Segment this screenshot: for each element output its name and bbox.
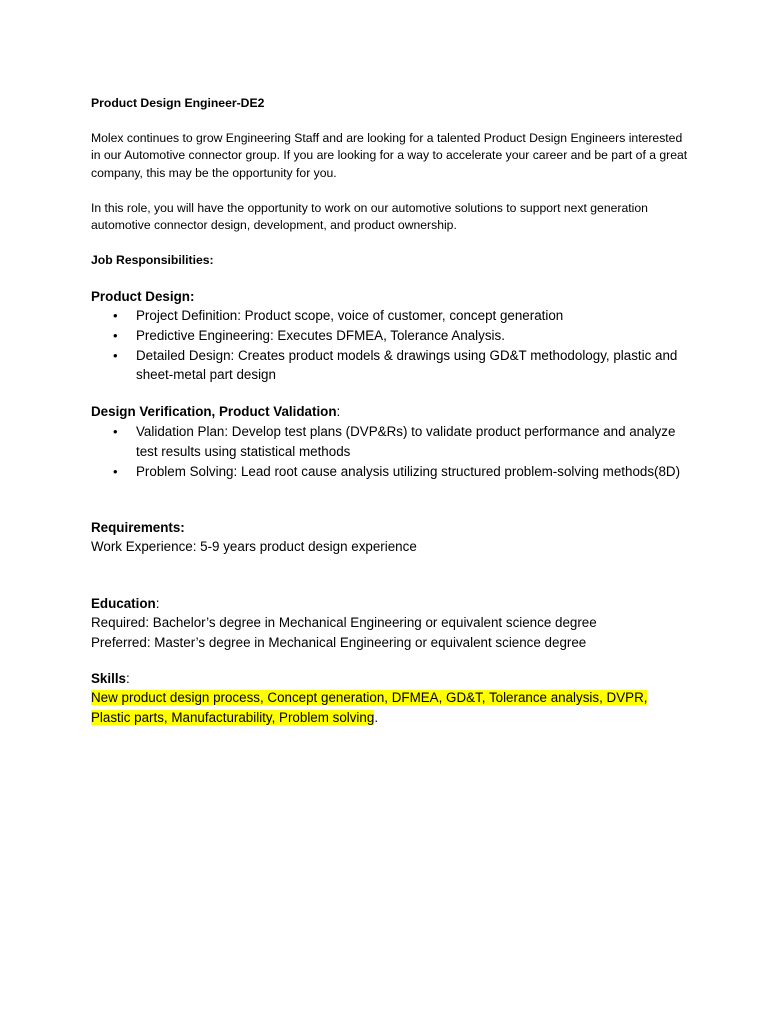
- skills-highlighted-text: New product design process, Concept generation, DFMEA, GD&T, Tolerance analysis, DVPR, Plastic parts, Manufacturability, Problem solving: [91, 690, 648, 725]
- education-preferred-line: Preferred: Master’s degree in Mechanical Engineering or equivalent science degree: [91, 635, 587, 650]
- role-paragraph: In this role, you will have the opportunity to work on our automotive solutions to support next generation automotive connector design, development, and product ownership.: [91, 201, 648, 233]
- list-item: [91, 462, 691, 482]
- intro-paragraph: Molex continues to grow Engineering Staff and are looking for a talented Product Design Engineers interested in our Automotive connector group. If you are looking for a way to accelerate your career and be part of a great company, this may be the opportunity for you.: [91, 131, 688, 180]
- skills-heading-colon: :: [126, 671, 130, 686]
- list-item: [91, 326, 691, 346]
- list-item-text: Predictive Engineering: Executes DFMEA, Tolerance Analysis.: [136, 327, 505, 343]
- product-design-heading: Product Design:: [91, 289, 195, 304]
- skills-heading: [91, 669, 691, 689]
- design-verification-heading: [91, 402, 691, 422]
- list-item-text: Detailed Design: Creates product models & drawings using GD&T methodology, plastic and sheet-metal part design: [136, 347, 678, 383]
- list-item-text: Project Definition: Product scope, voice of customer, concept generation: [136, 308, 564, 323]
- education-required-line: Required: Bachelor’s degree in Mechanical Engineering or equivalent science degree: [91, 615, 597, 630]
- bullet-icon: •: [113, 308, 118, 323]
- list-item-text: Problem Solving: Lead root cause analysis utilizing structured problem-solving methods(8D): [136, 463, 681, 479]
- education-heading-text: Education: [91, 596, 156, 611]
- bullet-icon: •: [113, 463, 118, 479]
- bullet-icon: •: [113, 347, 118, 363]
- design-verification-heading-colon: :: [336, 404, 341, 419]
- education-heading: [91, 594, 691, 614]
- skills-trailing-period: .: [374, 709, 379, 725]
- education-heading-colon: :: [155, 596, 160, 611]
- bullet-icon: •: [113, 424, 118, 439]
- requirements-heading: Requirements:: [91, 520, 185, 535]
- design-verification-list: [91, 422, 691, 481]
- list-item: [91, 422, 691, 462]
- skills-heading-text: Skills: [91, 671, 126, 686]
- document-title: Product Design Engineer-DE2: [91, 96, 265, 110]
- design-verification-heading-text: Design Verification, Product Validation: [91, 404, 337, 419]
- skills-paragraph: [91, 688, 681, 728]
- list-item: [91, 346, 691, 386]
- product-design-list: [91, 306, 691, 385]
- work-experience-line: Work Experience: 5-9 years product design experience: [91, 539, 417, 554]
- bullet-icon: •: [113, 327, 118, 343]
- job-responsibilities-heading: Job Responsibilities:: [91, 253, 214, 267]
- list-item-text: Validation Plan: Develop test plans (DVP&Rs) to validate product performance and analyze test results using statistical methods: [136, 424, 676, 459]
- list-item: [91, 306, 691, 326]
